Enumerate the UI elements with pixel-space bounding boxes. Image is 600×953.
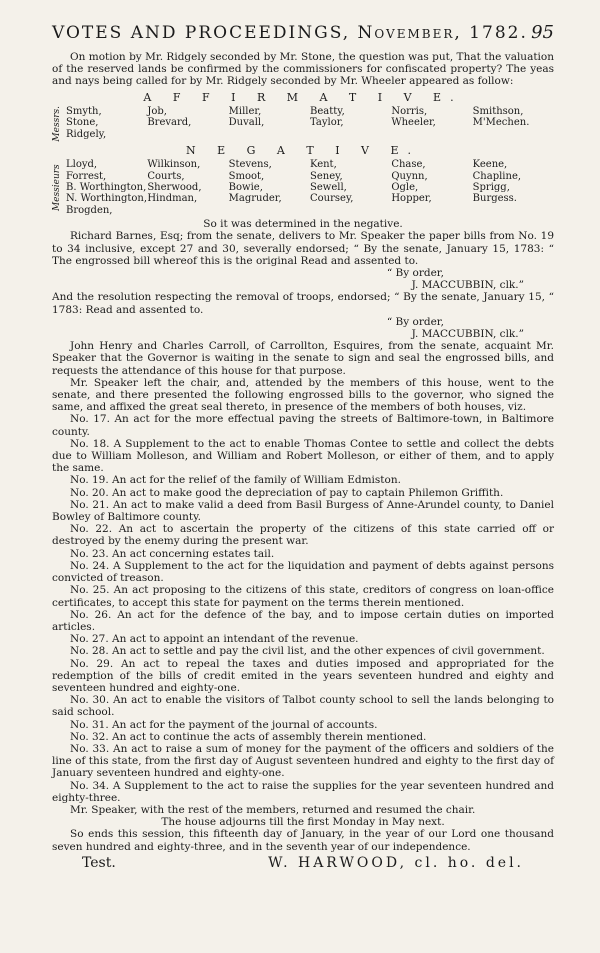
act-item: No. 29. An act to repeal the taxes and duties imposed and appropriated for the redemption of the bills of credit emited in the years seventeen hundred and eighty and seventeen hundred and eighty-one. <box>52 657 554 694</box>
act-item: No. 18. A Supplement to the act to enable Thomas Contee to settle and collect the debts due to William Molleson, and William and Robert Molleson, or either of them, and to apply the same. <box>52 437 554 475</box>
by-order-line: “ By order, <box>386 267 444 280</box>
negative-name: Burgess. <box>472 193 517 205</box>
negative-heading: N E G A T I V E. <box>185 144 420 158</box>
affirmative-name: Stone, <box>66 117 99 129</box>
act-item: No. 24. A Supplement to the act for the liquidation and payment of debts against persons convicted of treason. <box>52 559 554 585</box>
affirmative-name: Smithson, <box>472 105 524 117</box>
affirmative-name: Taylor, <box>310 117 344 129</box>
act-item: No. 34. A Supplement to the act to raise the supplies for the year seventeen hundred and eighty-three. <box>52 779 554 804</box>
affirmative-name: Miller, <box>228 105 262 117</box>
negative-name: Hopper, <box>391 193 432 205</box>
negative-name: Kent, <box>310 159 337 171</box>
affirmative-name: Wheeler, <box>391 117 436 129</box>
act-item: No. 32. An act to continue the acts of assembly therein mentioned. <box>70 730 427 743</box>
negative-name: Hindman, <box>147 193 198 205</box>
negative-name <box>391 205 472 216</box>
negative-name: Stevens, <box>228 159 272 171</box>
act-item: No. 31. An act for the payment of the journal of accounts. <box>70 718 378 731</box>
affirmative-name <box>391 129 472 141</box>
act-item: No. 20. An act to make good the depreciation of pay to captain Philemon Griffith. <box>70 486 504 499</box>
running-header <box>52 22 554 43</box>
clerk-signature: J. MACCUBBIN, clk.” <box>411 328 524 341</box>
negative-name: Wilkinson, <box>147 159 201 171</box>
acts-list <box>52 413 554 804</box>
negative-name: Keene, <box>472 159 508 171</box>
act-item: No. 19. An act for the relief of the family of William Edmiston. <box>70 474 401 487</box>
act-item: No. 17. An act for the more effectual paving the streets of Baltimore-town, in Baltimore county. <box>52 413 554 438</box>
act-item: No. 33. An act to raise a sum of money for the payment of the officers and soldiers of the line of this state, from the first day of August seventeen hundred and eighty to the first day of January seventeen hundred and eighty-one. <box>52 742 554 780</box>
affirmative-name: Brevard, <box>147 117 192 129</box>
act-item: No. 22. An act to ascertain the property of the citizens of this state carried off or destroyed by the enemy during the present war. <box>52 523 554 548</box>
signature-block <box>52 855 554 871</box>
affirmative-label: Messrs. <box>52 105 62 142</box>
negative-name: Forrest, <box>66 170 107 182</box>
negative-name: N. Worthington, <box>66 193 148 205</box>
negative-name: Ogle, <box>391 181 419 193</box>
affirmative-name: M'Mechen. <box>472 117 530 129</box>
affirmative-name <box>147 129 228 141</box>
negative-name: Sprigg, <box>472 181 510 193</box>
negative-name <box>473 205 554 216</box>
page-title: VOTES AND PROCEEDINGS, November, 1782. <box>52 23 528 43</box>
clerk-name: W. HARWOOD, cl. ho. del. <box>268 854 524 871</box>
affirmative-name: Norris, <box>391 105 428 117</box>
act-item: No. 27. An act to appoint an intendant of the revenue. <box>70 633 359 646</box>
negative-name: B. Worthington, <box>66 181 147 193</box>
negative-name: Chapline, <box>472 170 522 182</box>
affirmative-name <box>473 129 554 141</box>
affirmative-list <box>52 106 554 142</box>
affirmative-name: Beatty, <box>310 105 345 117</box>
negative-name: Magruder, <box>228 193 282 205</box>
speaker-paragraph: Mr. Speaker left the chair, and, attended by the members of this house, went to the senate, and there presented the following engrossed bills to the governor, who signed the same, and affixed the great seal thereto, in presence of the members of both houses, viz. <box>52 376 554 414</box>
negative-names <box>66 159 554 216</box>
affirmative-name: Smyth, <box>66 105 102 117</box>
by-order-line: “ By order, <box>386 315 444 328</box>
negative-name: Smoot, <box>228 170 265 182</box>
negative-name <box>229 205 310 216</box>
page-number: 95 <box>531 22 554 43</box>
affirmative-heading: A F F I R M A T I V E. <box>143 90 463 104</box>
determination-line: So it was determined in the negative. <box>203 218 403 231</box>
affirmative-name <box>310 129 391 141</box>
negative-name: Lloyd, <box>66 159 98 171</box>
negative-name: Brogden, <box>66 204 113 216</box>
negative-name: Coursey, <box>310 193 354 205</box>
clerk-signature: J. MACCUBBIN, clk.” <box>411 279 524 292</box>
negative-name: Chase, <box>391 159 426 171</box>
negative-list <box>52 159 554 216</box>
affirmative-name <box>229 129 310 141</box>
negative-name: Bowie, <box>228 181 263 193</box>
session-end-paragraph: So ends this session, this fifteenth day of January, in the year of our Lord one thousand seven hundred and eighty-three, and in the seventh year of our independence. <box>52 828 554 853</box>
negative-name: Quynn, <box>391 170 428 182</box>
affirmative-name: Ridgely, <box>66 129 107 141</box>
act-item: No. 26. An act for the defence of the bay, and to impose certain duties on imported articles. <box>52 608 554 633</box>
act-item: No. 25. An act proposing to the citizens of this state, creditors of congress on loan-office certificates, to accept this state for payment on the terms therein mentioned. <box>52 584 554 609</box>
affirmative-names <box>66 106 554 142</box>
negative-name: Seney, <box>310 170 343 182</box>
speaker-return-paragraph: Mr. Speaker, with the rest of the members, returned and resumed the chair. <box>70 803 476 816</box>
negative-name <box>147 205 228 216</box>
affirmative-name: Duvall, <box>228 117 265 129</box>
adjournment-line: The house adjourns till the first Monday in May next. <box>161 816 445 829</box>
negative-label: Messieurs <box>52 164 62 212</box>
act-item: No. 28. An act to settle and pay the civil list, and the other expences of civil government. <box>70 645 545 658</box>
negative-name: Courts, <box>147 170 185 182</box>
negative-name <box>310 205 391 216</box>
governor-paragraph: John Henry and Charles Carroll, of Carrollton, Esquires, from the senate, acquaint Mr. Speaker that the Governor is waiting in the senate to sign and seal the engrossed bills, and requests the attendance of this house for that purpose. <box>52 340 554 377</box>
affirmative-name: Job, <box>147 105 167 117</box>
motion-paragraph: On motion by Mr. Ridgely seconded by Mr. Stone, the question was put, That the valuation of the reserved lands be confirmed by the commissioners for confiscated property? The yeas and nays being called for by Mr. Ridgely seconded by Mr. Wheeler appeared as follow: <box>52 51 554 88</box>
act-item: No. 30. An act to enable the visitors of Talbot county school to sell the lands belonging to said school. <box>52 694 554 719</box>
negative-name: Sewell, <box>310 181 347 193</box>
resolution-paragraph: And the resolution respecting the removal of troops, endorsed; “ By the senate, January 15, “ 1783: Read and assented to. <box>52 291 554 316</box>
act-item: No. 23. An act concerning estates tail. <box>70 547 275 560</box>
senate-bills-paragraph: Richard Barnes, Esq; from the senate, delivers to Mr. Speaker the paper bills from No. 19 to 34 inclusive, except 27 and 30, severally endorsed; “ By the senate, January 15, 1783: “ The engrossed bill whereof this is the original Read and assented to. <box>52 230 554 267</box>
negative-name: Sherwood, <box>147 181 202 193</box>
test-label: Test. <box>82 854 116 871</box>
act-item: No. 21. An act to make valid a deed from Basil Burgess of Anne-Arundel county, to Daniel Bowley of Baltimore county. <box>52 498 554 524</box>
